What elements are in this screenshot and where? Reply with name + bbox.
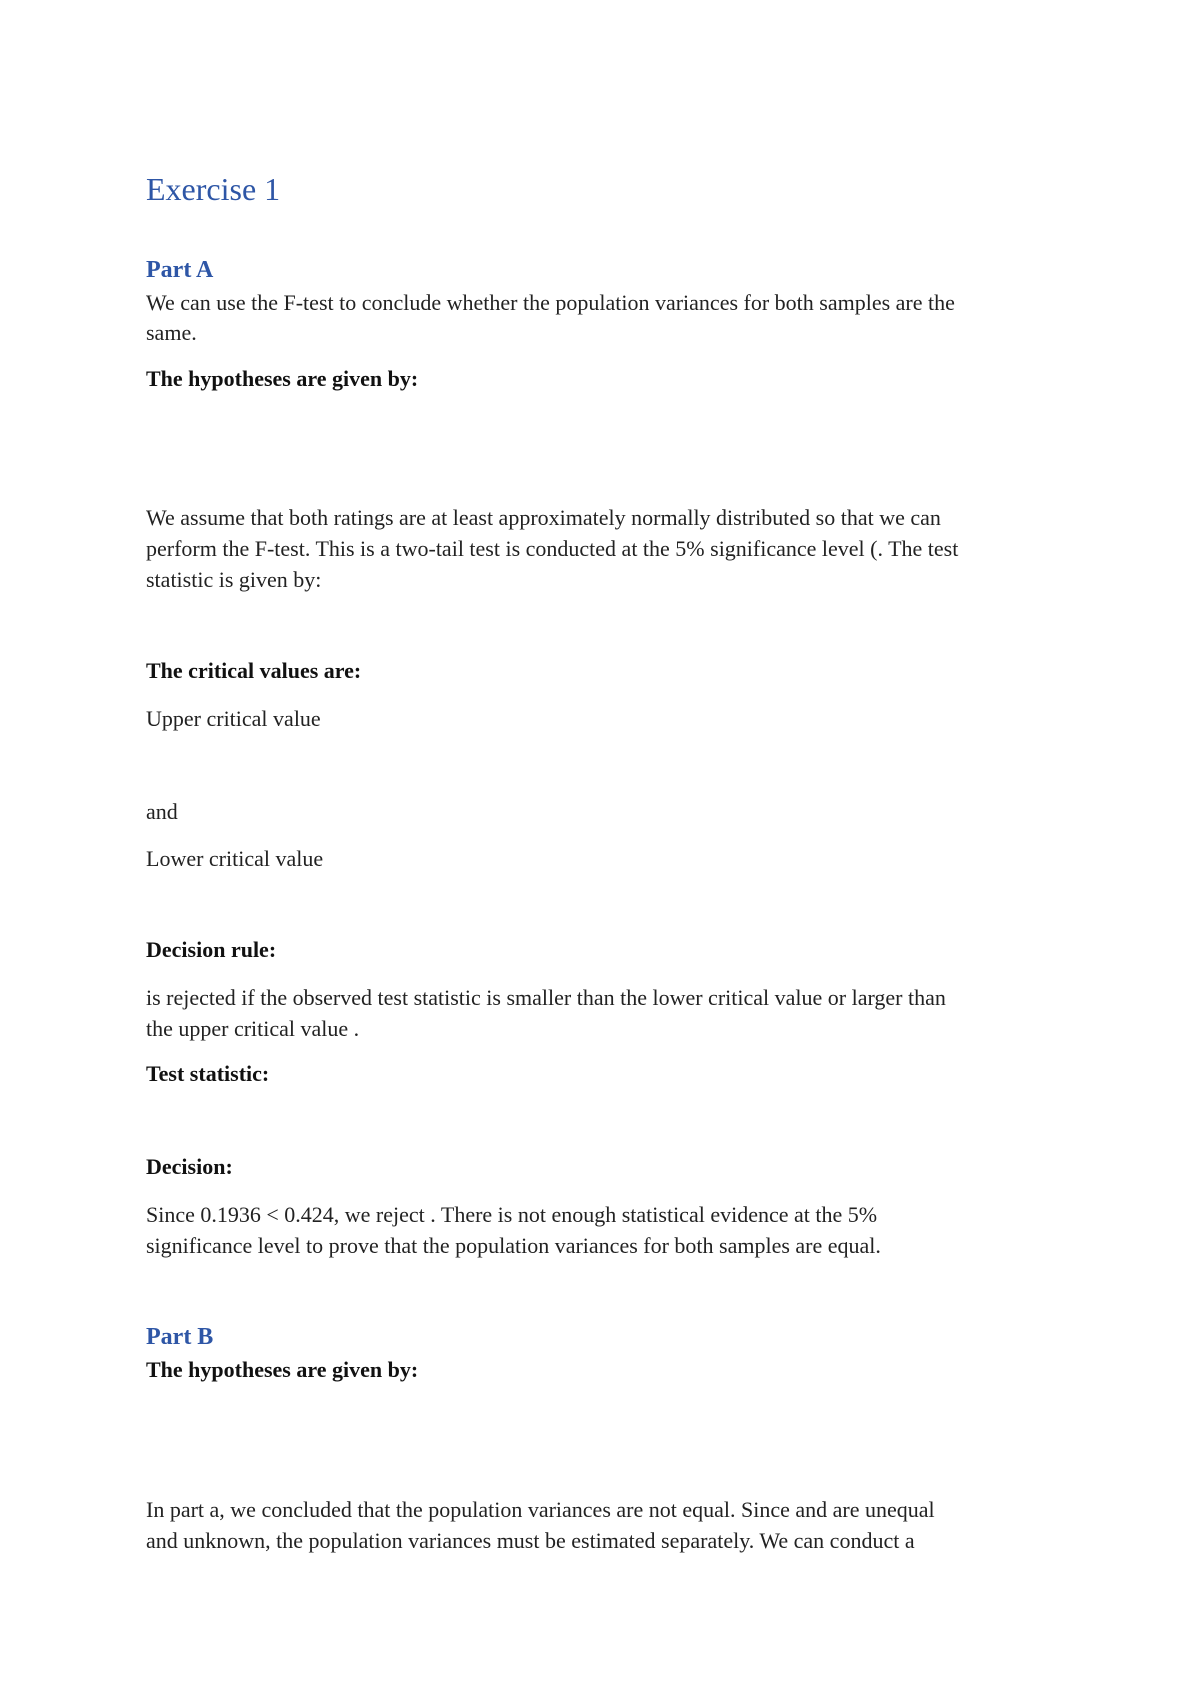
part-a-heading: Part A xyxy=(146,257,214,283)
upper-critical-value-label: Upper critical value xyxy=(146,706,321,731)
exercise-title: Exercise 1 xyxy=(146,171,281,207)
decision-line-1: Since 0.1936 < 0.424, we reject . There is not enough statistical evidence at the 5% xyxy=(146,1202,878,1227)
part-b-heading: Part B xyxy=(146,1324,214,1350)
part-a-assume-line-1: We assume that both ratings are at least approximately normally distributed so that we can xyxy=(146,505,941,530)
lower-critical-value-label: Lower critical value xyxy=(146,846,324,871)
decision-rule-label: Decision rule: xyxy=(146,937,277,962)
part-a-assume-line-2: perform the F-test. This is a two-tail test is conducted at the 5% significance level (. The test xyxy=(146,536,959,561)
critical-values-label: The critical values are: xyxy=(146,658,362,683)
part-a-intro-line-2: same. xyxy=(146,320,197,345)
and-text: and xyxy=(146,799,178,824)
part-a-intro-line-1: We can use the F-test to conclude whether the population variances for both samples are the xyxy=(146,290,955,315)
part-a-hypotheses-label: The hypotheses are given by: xyxy=(146,366,419,391)
test-statistic-label: Test statistic: xyxy=(146,1061,270,1086)
decision-rule-line-1: is rejected if the observed test statistic is smaller than the lower critical value or larger than xyxy=(146,985,946,1010)
decision-rule-line-2: the upper critical value . xyxy=(146,1016,360,1041)
decision-line-2: significance level to prove that the population variances for both samples are equal. xyxy=(146,1233,881,1258)
part-b-text-line-2: and unknown, the population variances must be estimated separately. We can conduct a xyxy=(146,1528,915,1553)
part-b-hypotheses-label: The hypotheses are given by: xyxy=(146,1357,419,1382)
decision-label: Decision: xyxy=(146,1154,233,1179)
part-a-assume-line-3: statistic is given by: xyxy=(146,567,322,592)
part-b-text-line-1: In part a, we concluded that the population variances are not equal. Since and are unequal xyxy=(146,1497,935,1522)
